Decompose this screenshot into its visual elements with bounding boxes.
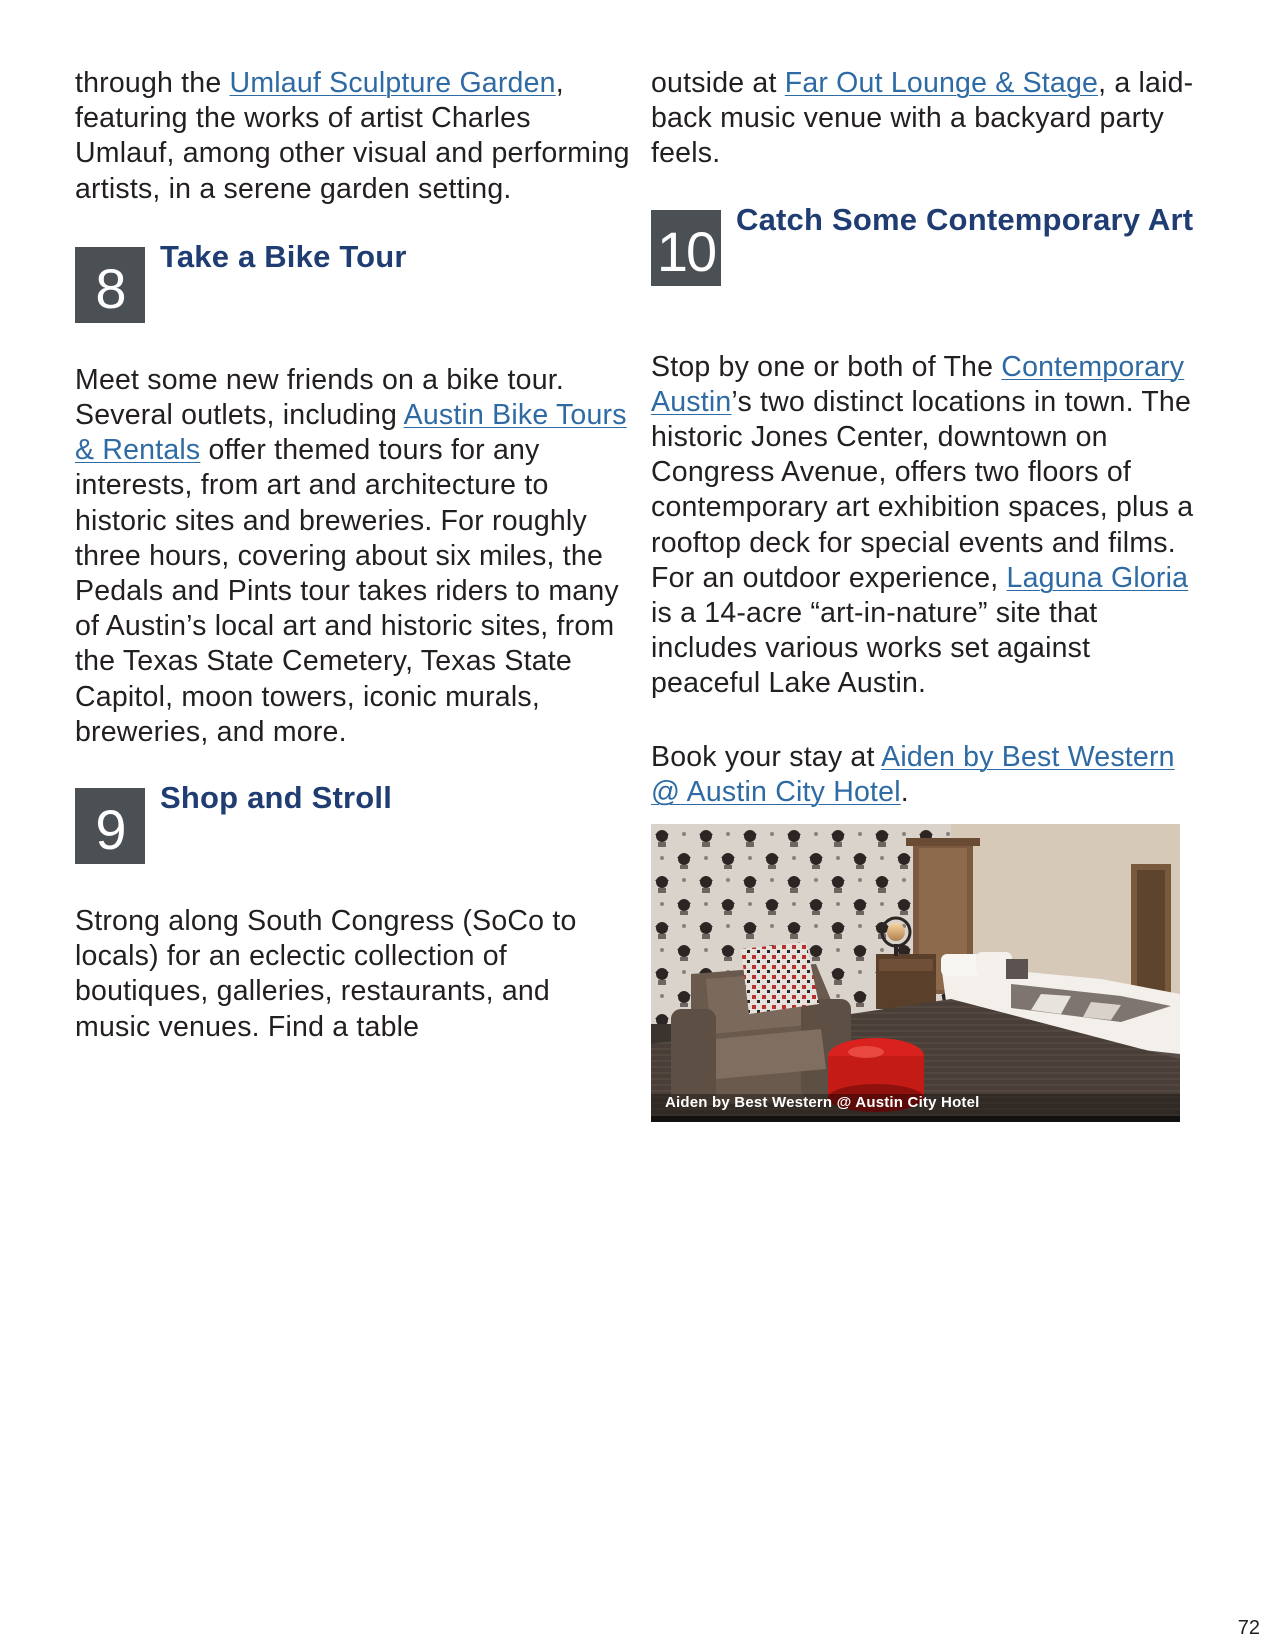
section-10-paragraph: Stop by one or both of The Contemporary Austin’s two distinct locations in town. The historic Jones Center, downtown on Congress Avenue, offers two floors of contemporary art exhibition spaces, plus a rooftop deck for special events and films. For an outdoor experience, Laguna Gloria is a 14-acre “art-in-nature” site that includes various works set against peaceful Lake Austin. xyxy=(651,350,1194,700)
continued-paragraph: outside at Far Out Lounge & Stage, a laid-back music venue with a backyard party feels. xyxy=(651,67,1194,170)
austin-bike-tours-link[interactable]: Austin Bike Tours & Rentals xyxy=(75,399,627,467)
section-9-paragraph: Strong along South Congress (SoCo to locals) for an eclectic collection of boutiques, galleries, restaurants, and music venues. Find a table xyxy=(75,905,577,1043)
left-column xyxy=(75,66,630,1045)
section-10-header xyxy=(651,201,1206,286)
hotel-room-photo xyxy=(651,824,1180,1122)
section-9-header xyxy=(75,780,630,864)
section-10-number: 10 xyxy=(651,210,721,286)
hotel-room-illustration xyxy=(651,824,1180,1122)
section-8-header xyxy=(75,238,630,323)
laguna-gloria-link[interactable]: Laguna Gloria xyxy=(1006,561,1189,594)
section-9-number: 9 xyxy=(75,788,145,864)
section-8-title: Take a Bike Tour xyxy=(160,238,407,274)
section-8-paragraph: Meet some new friends on a bike tour. Several outlets, including Austin Bike Tours & Rentals offer themed tours for any interests, from art and architecture to historic sites and breweries. For roughly three hours, covering about six miles, the Pedals and Pints tour takes riders to many of Austin’s local art and historic sites, from the Texas State Cemetery, Texas State Capitol, moon towers, iconic murals, breweries, and more. xyxy=(75,363,627,748)
contemporary-austin-link[interactable]: Contemporary Austin xyxy=(651,350,1185,418)
right-column xyxy=(651,66,1206,1122)
page-number: 72 xyxy=(1237,1617,1260,1639)
intro-paragraph: through the Umlauf Sculpture Garden, featuring the works of artist Charles Umlauf, among other visual and performing artists, in a serene garden setting. xyxy=(75,67,630,205)
book-stay-paragraph: Book your stay at Aiden by Best Western @ Austin City Hotel. xyxy=(651,740,1175,808)
umlauf-sculpture-garden-link[interactable]: Umlauf Sculpture Garden xyxy=(229,67,556,99)
far-out-lounge-link[interactable]: Far Out Lounge & Stage xyxy=(784,67,1099,99)
aiden-hotel-link[interactable]: Aiden by Best Western @ Austin City Hotel xyxy=(651,740,1175,808)
photo-caption: Aiden by Best Western @ Austin City Hotel xyxy=(665,1094,980,1112)
section-10-title: Catch Some Contemporary Art xyxy=(736,201,1194,237)
section-9-title: Shop and Stroll xyxy=(160,780,393,816)
section-8-number: 8 xyxy=(75,247,145,323)
